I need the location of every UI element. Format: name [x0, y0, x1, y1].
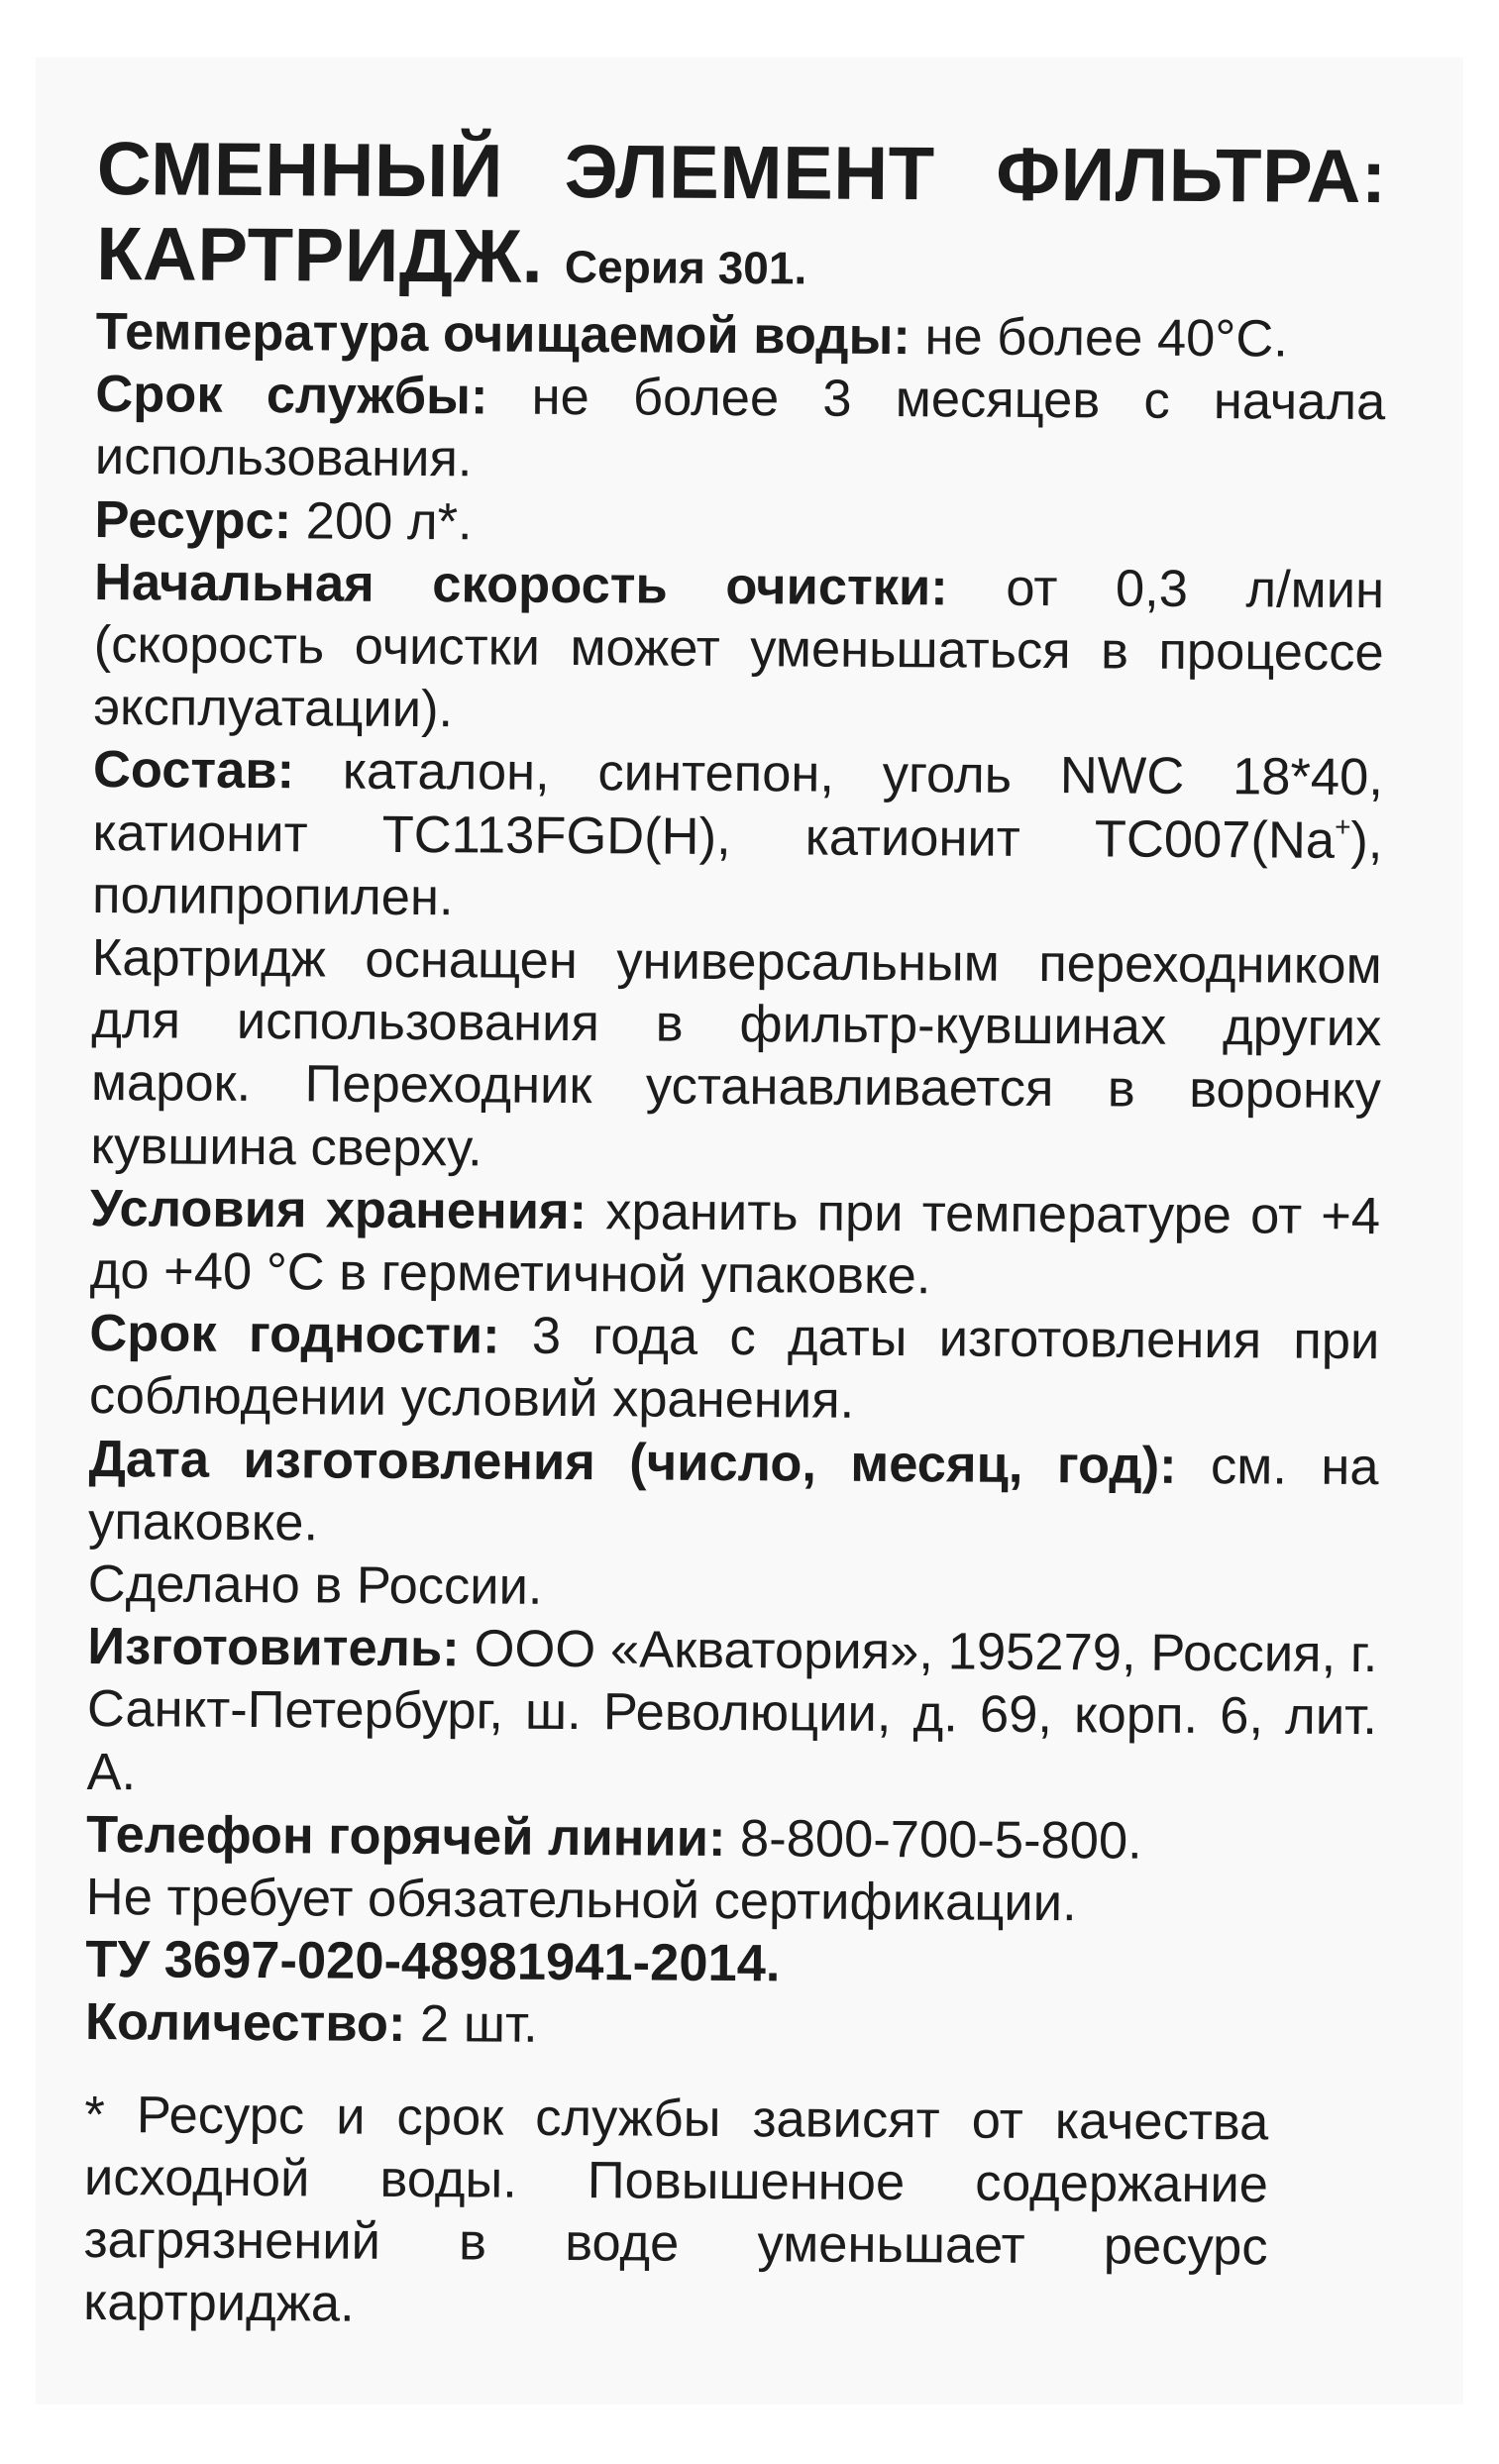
- spec-value: от 0,3 л/мин (скорость очистки может уменьшаться в процессе эксплуатации).: [93, 558, 1385, 739]
- spec-label: Состав:: [92, 740, 295, 801]
- spec-resource: [94, 488, 1384, 559]
- spec-label: Срок годности:: [89, 1304, 500, 1365]
- spec-value: не более 3 месяцев с начала использования.: [94, 367, 1386, 488]
- spec-flow-rate: [93, 551, 1384, 747]
- spec-label: Изготовитель:: [87, 1617, 460, 1678]
- spec-manufacturer: [86, 1615, 1377, 1811]
- series-label: Серия 301.: [564, 240, 807, 294]
- spec-temperature: [96, 300, 1386, 371]
- spec-label: Температура очищаемой воды:: [95, 301, 911, 367]
- spec-list: [85, 300, 1386, 2062]
- spec-value: ООО «Акватория», 195279, Россия, г. Санкт-Петербург, ш. Революции, д. 69, корп. 6, лит. А.: [86, 1619, 1378, 1801]
- spec-label: Условия хранения:: [89, 1178, 588, 1240]
- spec-quantity: [85, 1990, 1375, 2061]
- certification-note: Не требует обязательной сертификации.: [85, 1868, 1077, 1933]
- spec-hotline: [86, 1803, 1376, 1874]
- spec-value: 200 л*.: [290, 490, 473, 551]
- product-title: [96, 127, 1387, 314]
- spec-label: Количество:: [84, 1992, 406, 2054]
- spec-value: 8-800-700-5-800.: [725, 1808, 1142, 1871]
- spec-composition: [92, 738, 1383, 934]
- made-in: Сделано в России.: [87, 1554, 543, 1616]
- spec-service-life: [95, 363, 1386, 496]
- spec-shelf-life: [89, 1302, 1380, 1436]
- spec-label: Телефон горячей линии:: [85, 1804, 726, 1868]
- spec-value: не более 40°С.: [910, 307, 1289, 369]
- spec-label: Дата изготовления (число, месяц, год):: [88, 1429, 1177, 1495]
- spec-manufacture-date: [88, 1428, 1379, 1561]
- spec-value: 2 шт.: [405, 1994, 538, 2055]
- spec-value: хранить при температуре от +4 до +40 °С в герметичной упаковке.: [89, 1181, 1381, 1306]
- superscript-plus: +: [1335, 810, 1351, 842]
- title-line-2: КАРТРИДЖ.: [95, 211, 544, 299]
- spec-label: Срок службы:: [95, 365, 488, 426]
- tu-code: ТУ 3697-020-48981941-2014.: [85, 1930, 781, 1993]
- title-line-1: СМЕННЫЙ ЭЛЕМЕНТ ФИЛЬТРА:: [96, 127, 1387, 220]
- spec-label: Ресурс:: [94, 489, 292, 550]
- spec-storage: [90, 1177, 1381, 1311]
- spec-value: см. на упаковке.: [87, 1436, 1379, 1553]
- spec-value: каталон, синтепон, уголь NWC 18*40, катионит TC113FGD(H), катионит TC007(Na: [92, 741, 1384, 870]
- label-content: [83, 127, 1387, 2394]
- spec-label: Начальная скорость очистки:: [93, 552, 948, 617]
- spec-value: 3 года с даты изготовления при соблюдении условий хранения.: [88, 1306, 1380, 1431]
- spec-value-cont: ), полипропилен.: [91, 810, 1383, 927]
- adapter-note: Картридж оснащен универсальным переходником для использования в фильтр-кувшинах других марок. Переходник устанавливается в воронку кувшина сверху.: [90, 928, 1382, 1178]
- footnote: * Ресурс и срок службы зависят от качества исходной воды. Повышенное содержание загрязнений в воде уменьшает ресурс картриджа.: [83, 2085, 1269, 2333]
